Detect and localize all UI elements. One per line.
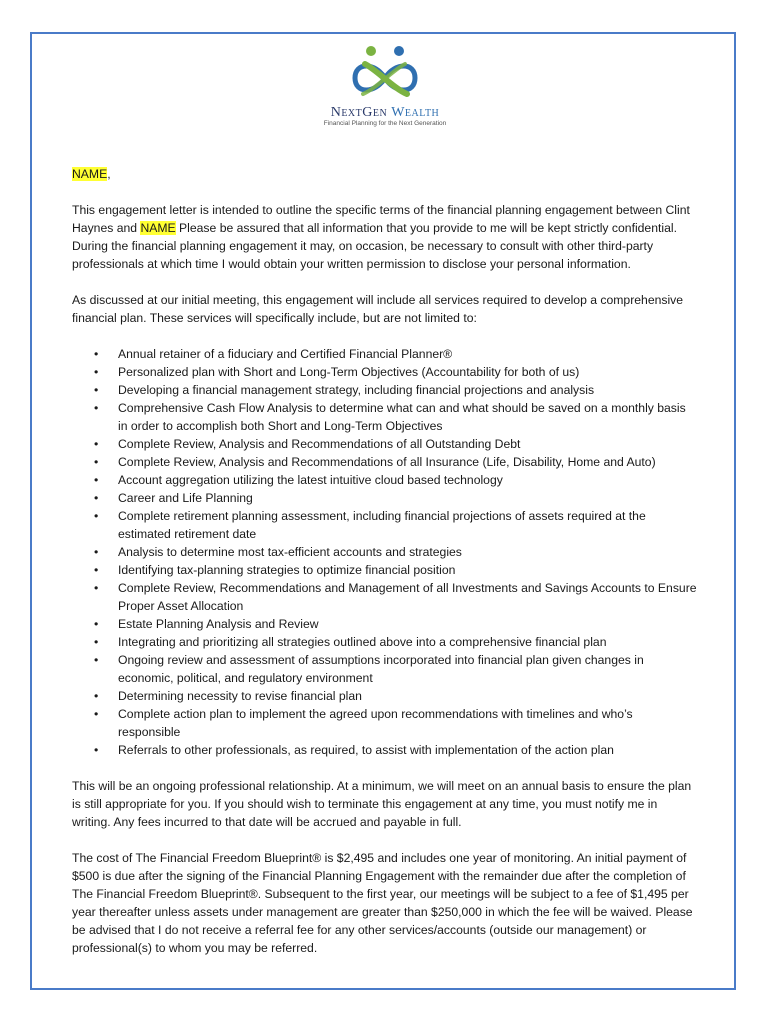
intro-paragraph bbox=[72, 201, 698, 273]
list-item: • Analysis to determine most tax-efficient accounts and strategies bbox=[72, 543, 698, 561]
list-item: • Comprehensive Cash Flow Analysis to determine what can and what should be saved on a monthly basis in order to accomplish both Short and Long-Term Objectives bbox=[72, 399, 698, 435]
letter-body bbox=[72, 165, 698, 975]
brand-name-part2: Wealth bbox=[391, 105, 440, 120]
services-list bbox=[72, 345, 698, 759]
list-item: • Determining necessity to revise financial plan bbox=[72, 687, 698, 705]
list-item: • Personalized plan with Short and Long-Term Objectives (Accountability for both of us) bbox=[72, 363, 698, 381]
brand-name bbox=[318, 106, 452, 120]
list-item: • Ongoing review and assessment of assumptions incorporated into financial plan given changes in economic, political, and regulatory environment bbox=[72, 651, 698, 687]
list-item: • Complete action plan to implement the agreed upon recommendations with timelines and who’s responsible bbox=[72, 705, 698, 741]
brand-name-part1: NextGen bbox=[330, 105, 388, 120]
list-item: • Estate Planning Analysis and Review bbox=[72, 615, 698, 633]
list-item: • Account aggregation utilizing the latest intuitive cloud based technology bbox=[72, 471, 698, 489]
list-item: • Complete Review, Recommendations and Management of all Investments and Savings Accounts to Ensure Proper Asset Allocation bbox=[72, 579, 698, 615]
intro-text-2: Please be assured that all information that you provide to me will be kept strictly confidential. During the financial planning engagement it may, on occasion, be necessary to consult with other third-party professionals at which time I would obtain your written permission to disclose your personal information. bbox=[72, 221, 677, 271]
list-item: • Referrals to other professionals, as required, to assist with implementation of the action plan bbox=[72, 741, 698, 759]
intro-text-1: This engagement letter is intended to outline the specific terms of the financial planning engagement between Clint Haynes and bbox=[72, 203, 690, 235]
relationship-paragraph: This will be an ongoing professional relationship. At a minimum, we will meet on an annual basis to ensure the plan is still appropriate for you. If you should wish to terminate this engagement at any time, you must notify me in writing. Any fees incurred to that date will be accrued and payable in full. bbox=[72, 779, 692, 829]
greeting-name-placeholder: NAME bbox=[72, 167, 108, 181]
list-item: • Integrating and prioritizing all strategies outlined above into a comprehensive financial plan bbox=[72, 633, 698, 651]
greeting bbox=[72, 165, 698, 183]
greeting-suffix: , bbox=[107, 167, 111, 181]
list-item: • Annual retainer of a fiduciary and Certified Financial Planner® bbox=[72, 345, 698, 363]
list-item: • Complete retirement planning assessment, including financial projections of assets required at the estimated retirement date bbox=[72, 507, 698, 543]
infinity-people-icon bbox=[345, 44, 425, 104]
company-logo bbox=[318, 44, 452, 134]
scope-paragraph: As discussed at our initial meeting, this engagement will include all services required to develop a comprehensive financial plan. These services will specifically include, but are not limited to: bbox=[72, 293, 684, 325]
brand-tagline: Financial Planning for the Next Generation bbox=[323, 120, 447, 127]
fee-paragraph: The cost of The Financial Freedom Blueprint® is $2,495 and includes one year of monitoring. An initial payment of $500 is due after the signing of the Financial Planning Engagement with the remainder due after the completion of The Financial Freedom Blueprint®. Subsequent to the first year, our meetings will be subject to a fee of $1,495 per year thereafter unless assets under management are greater than $250,000 in which the fee will be waived. Please be advised that I do not receive a referral fee for any other services/accounts (outside our management) or professional(s) to whom you may be referred. bbox=[72, 851, 693, 955]
list-item: • Complete Review, Analysis and Recommendations of all Insurance (Life, Disability, Home and Auto) bbox=[72, 453, 698, 471]
list-item: • Developing a financial management strategy, including financial projections and analysis bbox=[72, 381, 698, 399]
client-name-placeholder: NAME bbox=[140, 221, 176, 235]
list-item: • Complete Review, Analysis and Recommendations of all Outstanding Debt bbox=[72, 435, 698, 453]
list-item: • Career and Life Planning bbox=[72, 489, 698, 507]
list-item: • Identifying tax-planning strategies to optimize financial position bbox=[72, 561, 698, 579]
